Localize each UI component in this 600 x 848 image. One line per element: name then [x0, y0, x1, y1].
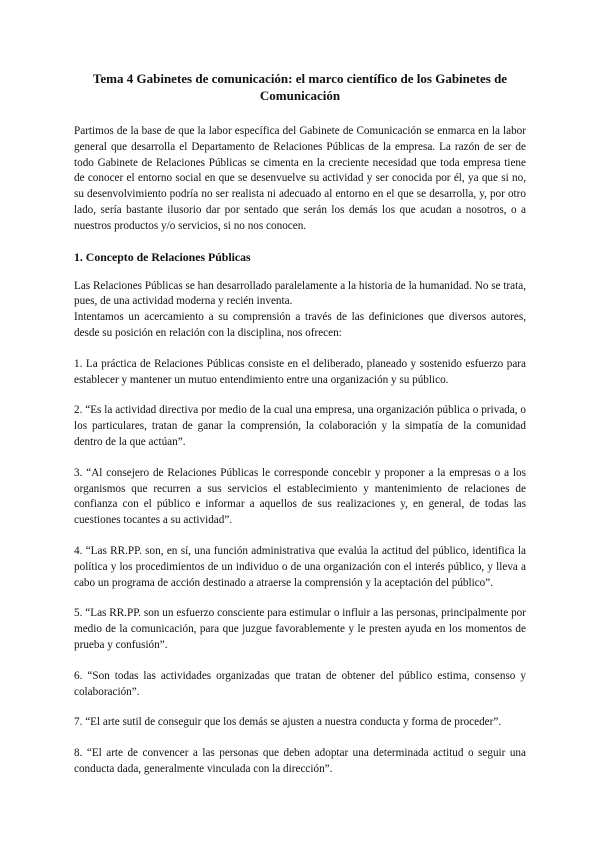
document-title: Tema 4 Gabinetes de comunicación: el marco científico de los Gabinetes de Comunicación	[92, 71, 508, 103]
definition-6: 6. “Son todas las actividades organizadas que tratan de obtener del público estima, consenso y colaboración”.	[74, 669, 526, 698]
definition-2: 2. “Es la actividad directiva por medio de la cual una empresa, una organización pública o privada, o los particulares, tratan de ganar la comprensión, la colaboración y la simpatía de la comunidad dentro de la que actúan”.	[74, 404, 526, 448]
definition-3: 3. “Al consejero de Relaciones Públicas le corresponde concebir y proponer a la empresas o a los organismos que recurren a sus servicios el establecimiento y mantenimiento de relaciones de confianza con el público e informar a aquellos de sus realizaciones y, en general, de todas las cuestiones tocantes a su actividad”.	[74, 466, 526, 527]
section-paragraph-2: Intentamos un acercamiento a su comprensión a través de las definiciones que diversos autores, desde su posición en relación con la disciplina, nos ofrecen:	[74, 311, 526, 339]
definition-5: 5. “Las RR.PP. son un esfuerzo consciente para estimular o influir a las personas, principalmente por medio de la comunicación, para que juzgue favorablemente y le presten ayuda en los momentos de prueba y confusión”.	[74, 607, 526, 651]
definition-1: 1. La práctica de Relaciones Públicas consiste en el deliberado, planeado y sostenido esfuerzo para establecer y mantener un mutuo entendimiento entre una organización y su público.	[74, 357, 526, 386]
intro-paragraph: Partimos de la base de que la labor específica del Gabinete de Comunicación se enmarca en la labor general que desarrolla el Departamento de Relaciones Públicas de la empresa. La razón de ser de todo Gabinete de Relaciones Públicas se cimenta en la creciente necesidad que toda empresa tiene de conocer el entorno social en que se desenvuelve su actividad y ser conocida por él, ya que si no, su desenvolvimiento podría no ser realista ni adecuado al entorno en el que se desarrolla, y, por otro lado, sería bastante ilusorio dar por sentado que serán los demás los que acudan a nosotros, o a nuestros productos y/o servicios, si no nos conocen.	[74, 125, 526, 232]
definition-7: 7. “El arte sutil de conseguir que los demás se ajusten a nuestra conducta y forma de proceder”.	[74, 716, 502, 729]
section-heading: 1. Concepto de Relaciones Públicas	[74, 249, 251, 264]
definition-8: 8. “El arte de convencer a las personas que deben adoptar una determinada actitud o seguir una conducta dada, generalmente vinculada con la dirección”.	[74, 747, 526, 775]
section-paragraph-1: Las Relaciones Públicas se han desarrollado paralelamente a la historia de la humanidad. No se trata, pues, de una actividad moderna y recién inventa.	[74, 279, 526, 308]
document-page	[74, 70, 526, 793]
definition-4: 4. “Las RR.PP. son, en sí, una función administrativa que evalúa la actitud del público, identifica la política y los procedimientos de un individuo o de una organización con el interés público, y lleva a cabo un programa de acción destinado a atraerse la comprensión y la aceptación del público”.	[74, 544, 526, 589]
